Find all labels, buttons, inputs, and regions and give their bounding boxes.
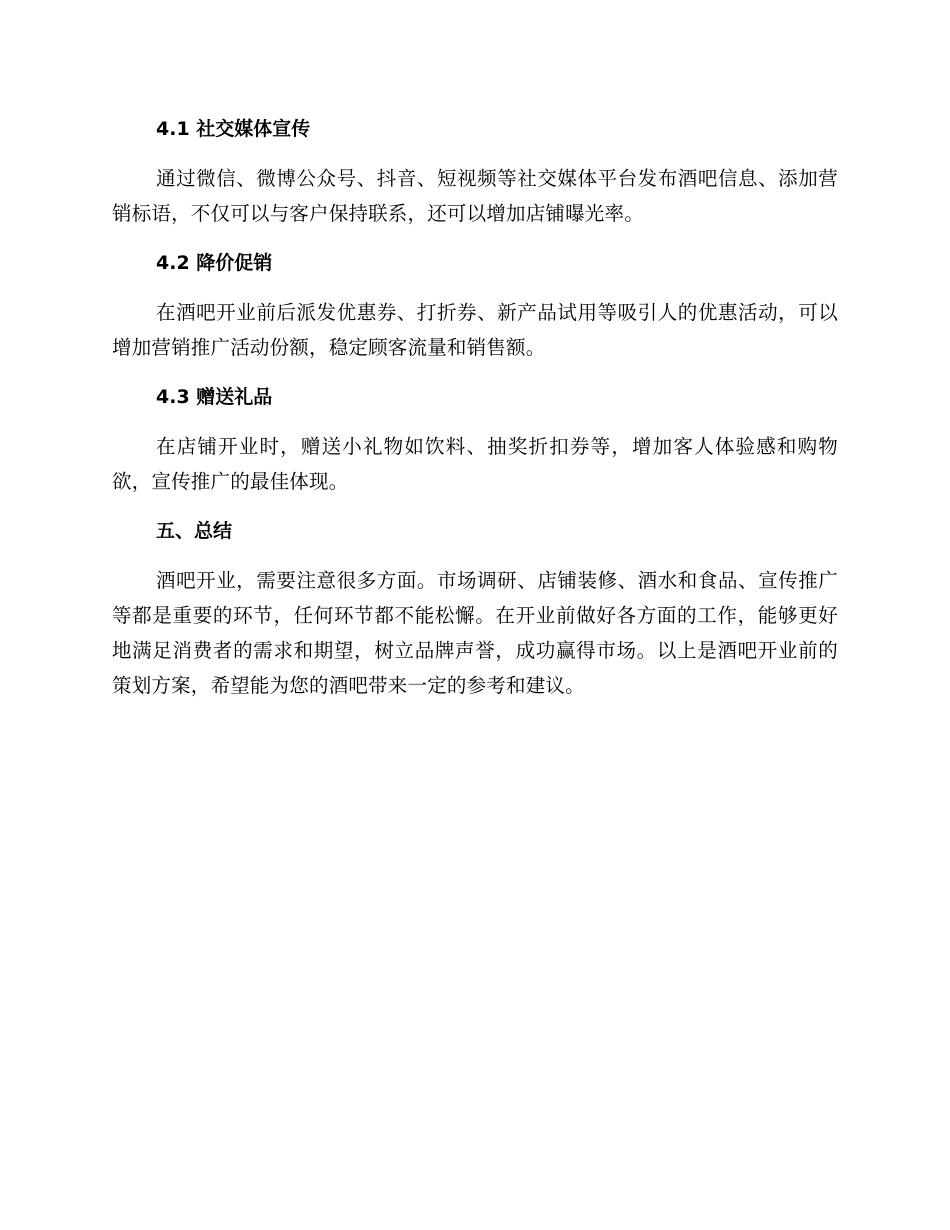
section-body-summary: 酒吧开业，需要注意很多方面。市场调研、店铺装修、酒水和食品、宣传推广等都是重要的环节，任何环节都不能松懈。在开业前做好各方面的工作，能够更好地满足消费者的需求和期望，树立品牌声誉，成功赢得市场。以上是酒吧开业前的策划方案，希望能为您的酒吧带来一定的参考和建议。 <box>112 569 838 697</box>
section-body-4-2: 在酒吧开业前后派发优惠券、打折券、新产品试用等吸引人的优惠活动，可以增加营销推广活动份额，稳定顾客流量和销售额。 <box>112 301 838 359</box>
section-heading-4-2: 4.2 降价促销 <box>156 252 273 274</box>
section-heading-summary: 五、总结 <box>156 520 233 542</box>
section-heading-4-3: 4.3 赠送礼品 <box>156 386 273 408</box>
section-body-4-1: 通过微信、微博公众号、抖音、短视频等社交媒体平台发布酒吧信息、添加营销标语，不仅可以与客户保持联系，还可以增加店铺曝光率。 <box>112 167 838 225</box>
section-body-4-3: 在店铺开业时，赠送小礼物如饮料、抽奖折扣券等，增加客人体验感和购物欲，宣传推广的最佳体现。 <box>112 435 838 493</box>
document-content <box>112 112 838 703</box>
section-heading-4-1: 4.1 社交媒体宣传 <box>156 118 311 140</box>
